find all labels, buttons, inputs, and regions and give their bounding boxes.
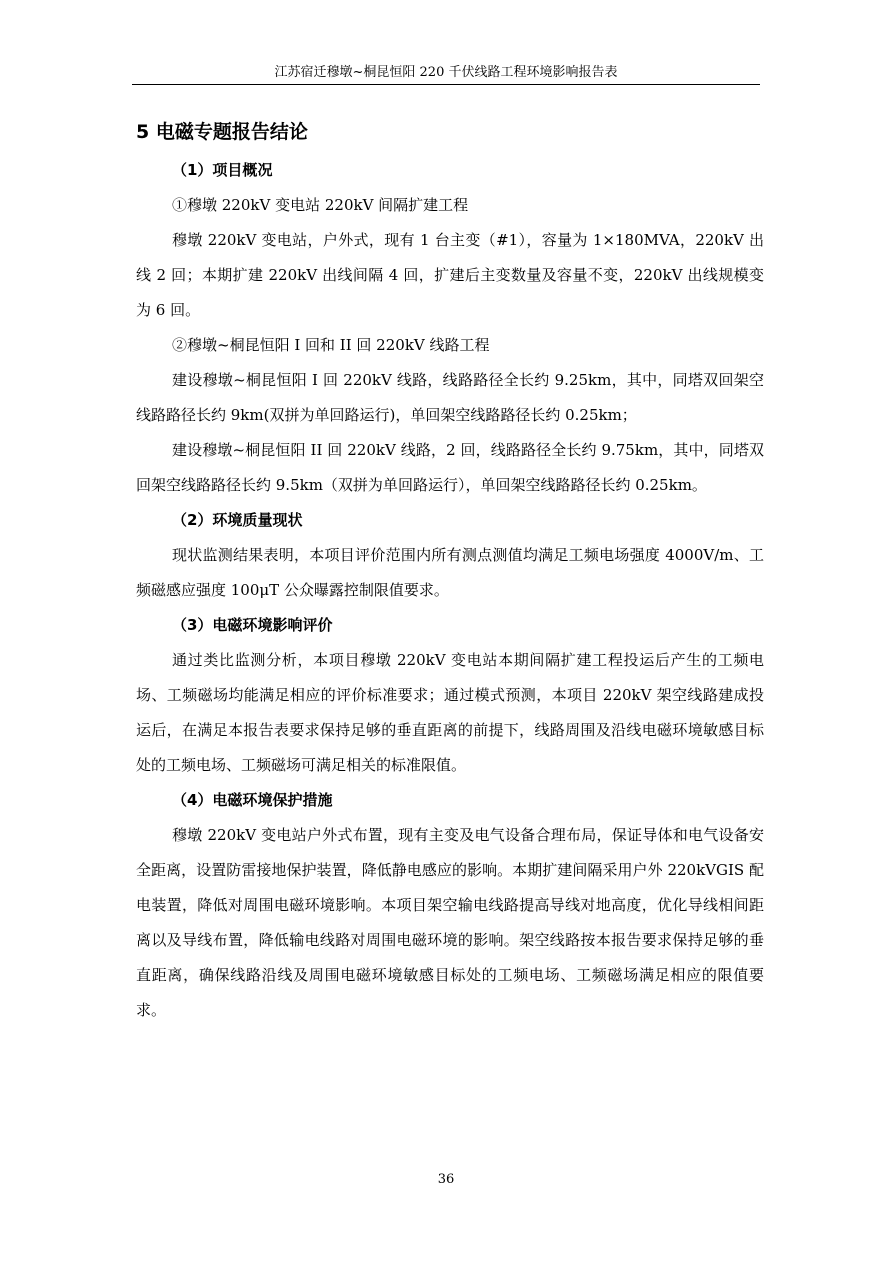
paragraph-substation-title: ①穆墩 220kV 变电站 220kV 间隔扩建工程	[172, 196, 469, 214]
subheading-impact-assessment: （3）电磁环境影响评价	[172, 616, 333, 634]
paragraph-line-i: 建设穆墩~桐昆恒阳 I 回 220kV 线路，线路路径全长约 9.25km，其中，同塔双回架空线路路径长约 9km(双拼为单回路运行)，单回架空线路路径长约 0.25km；	[136, 371, 764, 424]
subheading-environment-status: （2）环境质量现状	[172, 511, 303, 529]
paragraph-line-title: ②穆墩~桐昆恒阳 I 回和 II 回 220kV 线路工程	[172, 336, 490, 354]
section-title: 5 电磁专题报告结论	[136, 121, 308, 143]
page-body	[136, 117, 764, 1028]
paragraph-line-ii: 建设穆墩~桐昆恒阳 II 回 220kV 线路，2 回，线路路径全长约 9.75km，其中，同塔双回架空线路路径长约 9.5km（双拼为单回路运行），单回架空线路路径长约 0.25km。	[136, 441, 764, 494]
paragraph-protection-measures: 穆墩 220kV 变电站户外式布置，现有主变及电气设备合理布局，保证导体和电气设备安全距离，设置防雷接地保护装置，降低静电感应的影响。本期扩建间隔采用户外 220kVGIS 配电装置，降低对周围电磁环境影响。本项目架空输电线路提高导线对地高度，优化导线相间距离以及导线布置，降低输电线路对周围电磁环境的影响。架空线路按本报告要求保持足够的垂直距离，确保线路沿线及周围电磁环境敏感目标处的工频电场、工频磁场满足相应的限值要求。	[136, 826, 764, 1019]
running-header: 江苏宿迁穆墩~桐昆恒阳 220 千伏线路工程环境影响报告表	[274, 65, 618, 80]
paragraph-substation-details: 穆墩 220kV 变电站，户外式，现有 1 台主变（#1），容量为 1×180MVA，220kV 出线 2 回；本期扩建 220kV 出线间隔 4 回，扩建后主变数量及容量不变，220kV 出线规模变为 6 回。	[136, 231, 764, 319]
page-number: 36	[437, 1172, 455, 1187]
subheading-protection-measures: （4）电磁环境保护措施	[172, 791, 333, 809]
subheading-project-overview: （1）项目概况	[172, 161, 273, 179]
paragraph-impact-assessment: 通过类比监测分析，本项目穆墩 220kV 变电站本期间隔扩建工程投运后产生的工频电场、工频磁场均能满足相应的评价标准要求；通过模式预测，本项目 220kV 架空线路建成投运后，在满足本报告表要求保持足够的垂直距离的前提下，线路周围及沿线电磁环境敏感目标处的工频电场、工频磁场可满足相关的标准限值。	[136, 651, 764, 774]
paragraph-monitoring-results: 现状监测结果表明，本项目评价范围内所有测点测值均满足工频电场强度 4000V/m、工频磁感应强度 100μT 公众曝露控制限值要求。	[136, 546, 764, 599]
header-rule	[132, 84, 760, 85]
